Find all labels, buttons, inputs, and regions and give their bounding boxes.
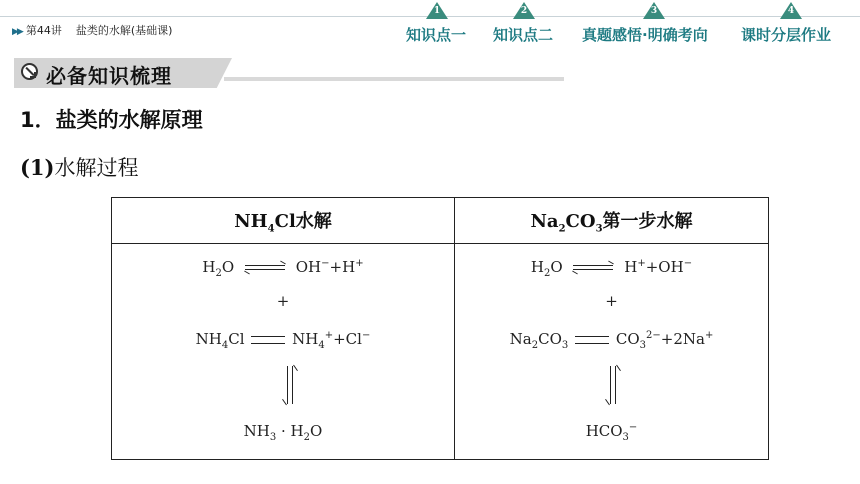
- reversible-arrow-icon: [245, 264, 285, 272]
- salt-dissociation-row: $NH_4Cl$ $NH_4^++Cl^-$: [195, 330, 371, 351]
- lesson-label: 第44讲: [25, 24, 62, 37]
- weak-electrolyte-row: $NH_3 \cdot H_2O$: [243, 422, 323, 443]
- vertical-reversible-arrow-icon: [284, 366, 296, 404]
- play-arrows-icon: ▶▶: [12, 27, 22, 37]
- hydrolysis-product-row: $HCO_3^-$: [585, 422, 638, 443]
- header-nh4cl: $NH_4Cl$水解: [112, 198, 455, 244]
- lesson-title: 盐类的水解(基础课): [75, 24, 173, 37]
- hydrolysis-table: [111, 197, 769, 460]
- vertical-reversible-arrow-icon: [607, 366, 619, 404]
- heading-hydrolysis-principle: 1．盐类的水解原理: [20, 108, 203, 132]
- cell-na2co3-equations: [455, 244, 769, 460]
- equals-arrow-icon: [251, 336, 285, 344]
- salt-dissociation-row: $Na_2CO_3$ $CO_3^{2-}+2Na^+$: [509, 330, 714, 351]
- top-header: ▶▶ 第44讲 盐类的水解(基础课) 1 知识点一 2 知识点二 3 真题感悟·明确考向 4 课时分层作业: [0, 0, 860, 46]
- water-ionization-row: $H_2O$ OH−+H+: [202, 258, 364, 279]
- banner-rule: [224, 77, 564, 81]
- nav-item-knowledge-2[interactable]: 知识点二: [493, 26, 554, 44]
- equals-arrow-icon: [575, 336, 609, 344]
- reversible-arrow-icon: [573, 264, 613, 272]
- heading-hydrolysis-process: (1)水解过程: [20, 155, 139, 180]
- nav-item-knowledge-1[interactable]: 知识点一: [406, 26, 467, 44]
- nav-item-exam-insight[interactable]: 真题感悟·明确考向: [582, 26, 708, 44]
- cell-nh4cl-equations: [112, 244, 455, 460]
- section-title: 必备知识梳理: [46, 64, 172, 88]
- section-banner: [14, 58, 564, 88]
- plus-sign: +: [276, 292, 290, 310]
- plus-sign: +: [605, 292, 618, 310]
- header-na2co3: $Na_2CO_3$第一步水解: [455, 198, 769, 244]
- nav-item-homework[interactable]: 课时分层作业: [741, 26, 832, 44]
- circle-arrow-icon: [21, 63, 38, 80]
- water-ionization-row: $H_2O$ H++OH−: [530, 258, 693, 279]
- lesson-breadcrumb: [12, 22, 172, 38]
